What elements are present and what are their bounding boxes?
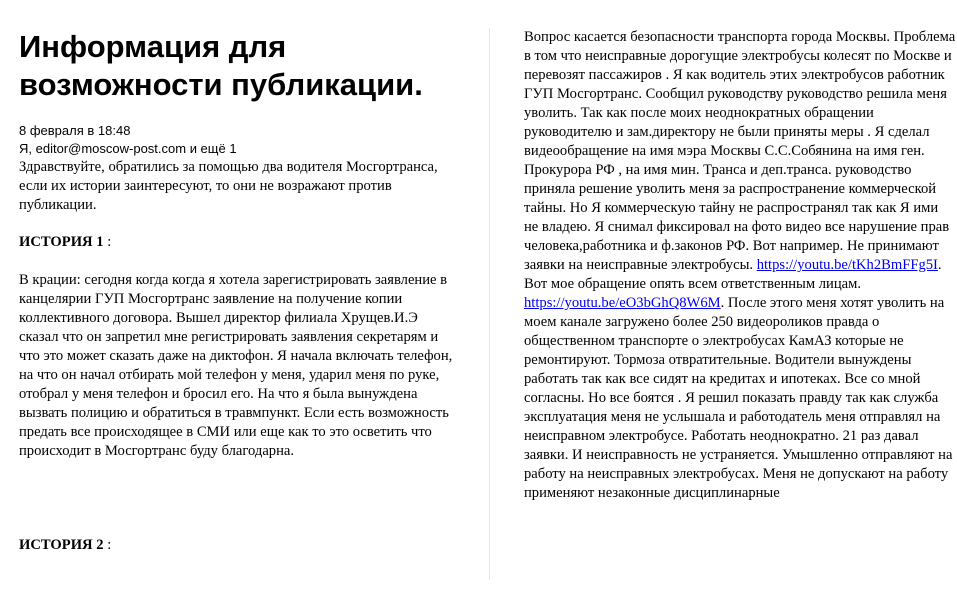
story-2-text-part3: . После этого меня хотят уволить на моем канале загружено более 250 видеороликов правда о общественном транспорте о электробусах КамАЗ которые не ремонтируют. Тормоза отвратительные. Водители вынуждены работать так как все сидят на кредитах и ипотеках. Все со мной согласны. Но все боятся . Я решил показать правду так как служба эксплуатация меня не услышала и работодатель меня отправлял на неисправном электробусе. Работать неоднократно. 21 раз давал заявки. И неисправность не устраняется. Умышленно отправляют на работу на неисправных электробусах. Меня не допускают на работу применяют незаконные дисциплинарные	[524, 295, 953, 501]
story-2-heading	[19, 536, 111, 555]
story-1-heading	[19, 233, 459, 252]
email-recipients: Я, editor@moscow-post.com и ещё 1	[19, 141, 237, 156]
story-1-text: В крации: сегодня когда когда я хотела зарегистрировать заявление в канцелярии ГУП Мосгортранс заявление на получение копии коллективного договора. Вышел директор филиала Хрущев.И.Э сказал что он запретил мне регистрировать заявления секретарям и что это может сказать даже на диктофон. Я начала включать телефон, на что он начал отбирать мой телефон у меня, ударил меня по руке, отобрал у меня телефон и бросил его. На что я была вынуждена вызвать полицию и обратиться в травмпункт. Если есть возможность предать все происходящее в СМИ или еще как то это осветить что происходит в Мосгортранс буду благодарна.	[19, 272, 453, 459]
story-2-title: ИСТОРИЯ 2	[19, 537, 104, 553]
story-2-text-part1: Вопрос касается безопасности транспорта города Москвы. Проблема в том что неисправные дорогущие электробусы колесят по Москве и перевозят пассажиров . Я как водитель этих электробусов работник ГУП Мосгортранс. Сообщил руководству руководство решила меня уволить. Так как после моих неоднократных обращении руководителю и зам.директору не были приняты меры . Я сделал видеообращение на имя мэра Москвы С.С.Собянина на имя ген. Прокурора РФ , на имя мин. Транса и деп.транса. руководство приняла решение уволить меня за распространение коммерческой тайны. Но Я коммерческую тайну не распространял так как Я ими не владею. Я снимал фиксировал на фото видео все нарушение прав человека,работника и ф.законов РФ. Вот например. Не принимают заявки на неисправные электробусы.	[524, 29, 956, 273]
youtube-link-2[interactable]: https://youtu.be/eO3bGhQ8W6M	[524, 295, 721, 311]
story-1-title: ИСТОРИЯ 1	[19, 234, 104, 250]
column-divider	[489, 28, 490, 580]
story-1-suffix: :	[103, 234, 112, 250]
left-column	[19, 28, 459, 461]
story-2-text-part2: . Вот мое обращение опять всем ответственным лицам.	[524, 257, 942, 292]
page-title: Информация для возможности публикации.	[19, 29, 423, 102]
youtube-link-1[interactable]: https://youtu.be/tKh2BmFFg5I	[756, 257, 938, 273]
intro-text: Здравствуйте, обратились за помощью два водителя Мосгортранса, если их истории заинтересуют, то они не возражают против публикации.	[19, 159, 438, 213]
right-column	[524, 28, 956, 503]
story-2-suffix: :	[103, 537, 112, 553]
email-date: 8 февраля в 18:48	[19, 123, 131, 138]
